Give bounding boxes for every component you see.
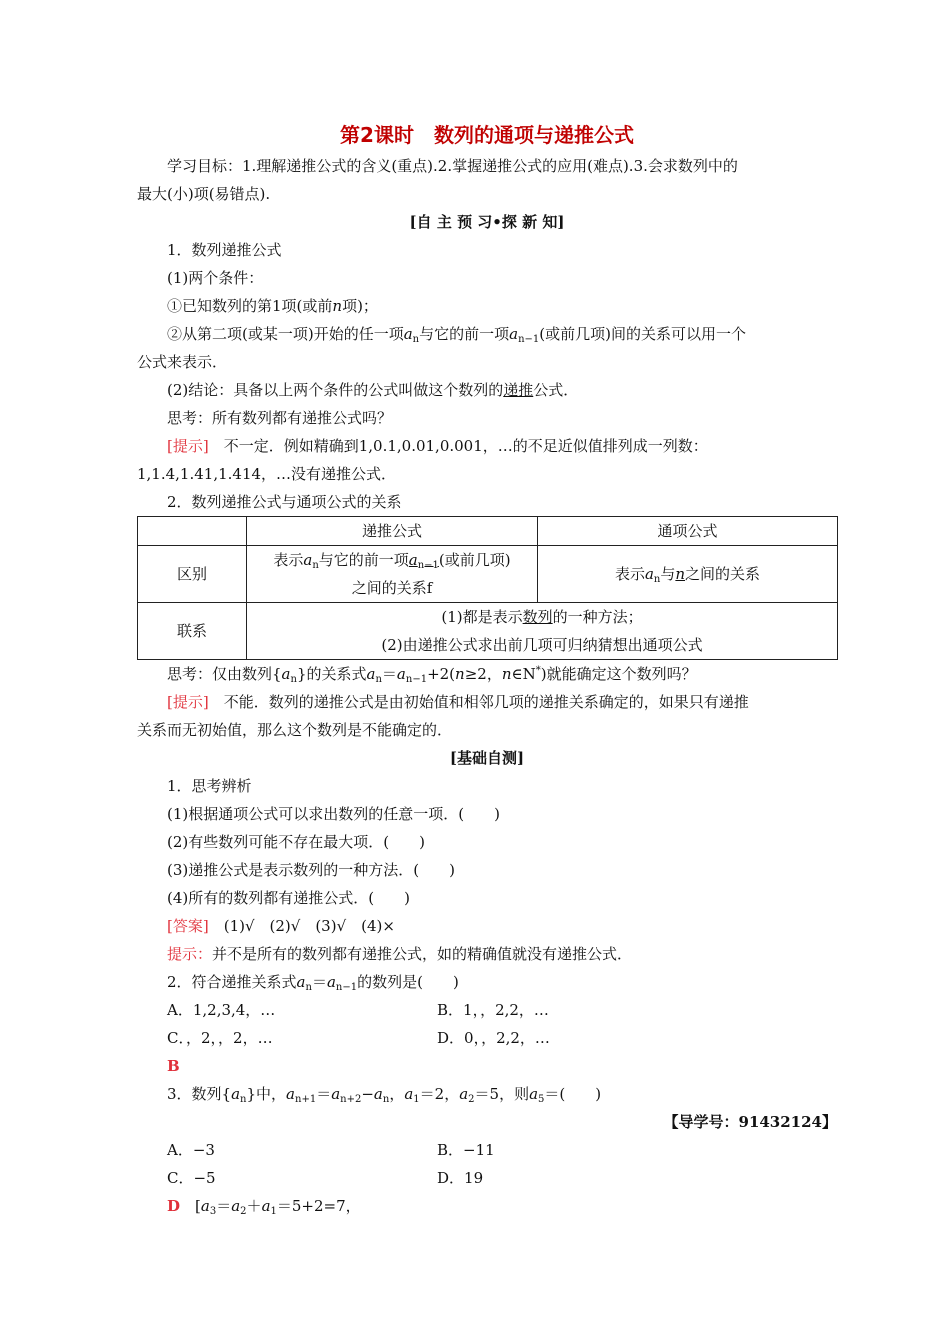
hint-1-line2: 1,1.4,1.41,1.414，…没有递推公式． bbox=[137, 465, 397, 483]
section-heading-selftest: [基础自测] bbox=[449, 749, 525, 767]
option-d: D．0，，2,2，… bbox=[437, 1029, 550, 1047]
hint-tag: [提示] bbox=[167, 437, 209, 455]
table-row bbox=[138, 546, 838, 603]
option-c: C．−5 bbox=[167, 1169, 216, 1187]
test-1-item: (2)有些数列可能不存在最大项．( ) bbox=[167, 833, 425, 851]
hint-1-line1: [提示] 不一定．例如精确到1,0.1,0.01,0.001，…的不足近似值排列成一列数： bbox=[167, 437, 708, 455]
page-title: 第2课时 数列的通项与递推公式 bbox=[340, 123, 634, 147]
table-cell: (1)都是表示数列的一种方法； (2)由递推公式求出前几项可归纳猜想出通项公式 bbox=[247, 603, 838, 660]
hint-tag: [提示] bbox=[167, 693, 209, 711]
document-page bbox=[137, 118, 837, 1220]
item-1-heading: 1．数列递推公式 bbox=[167, 241, 282, 259]
hint-2-line1: [提示] 不能．数列的递推公式是由初始值和相邻几项的递推关系确定的，如果只有递推 bbox=[167, 693, 749, 711]
test-1-heading: 1．思考辨析 bbox=[167, 777, 252, 795]
item-2-heading: 2．数列递推公式与通项公式的关系 bbox=[167, 493, 402, 511]
test-3-question: 3．数列$\{a_n\}$中，$a_{n+1}=a_{n+2}-a_n$，$a_1=2$，$a_2=5$，则$a_5=$( ) bbox=[167, 1085, 602, 1105]
table-cell bbox=[138, 517, 247, 546]
condition-2: ②从第二项(或某一项)开始的任一项$a_n$与它的前一项$a_{n-1}$(或前几项)间的关系可以用一个 bbox=[167, 325, 746, 345]
answer-tag: [答案] bbox=[167, 917, 209, 935]
table-row-label: 联系 bbox=[138, 603, 247, 660]
comparison-table bbox=[137, 516, 838, 660]
test-3-options-row2 bbox=[137, 1164, 837, 1192]
table-cell: 表示$a_n$与n之间的关系 bbox=[538, 546, 838, 603]
option-c: C．，2，，2，… bbox=[167, 1029, 273, 1047]
test-2-answer: B bbox=[167, 1057, 180, 1075]
test-3-answer: D [$a_3=a_2+a_1=5+2=7$， bbox=[167, 1197, 361, 1217]
hint-2-line2: 关系而无初始值，那么这个数列是不能确定的． bbox=[137, 721, 453, 739]
table-header-recursive: 递推公式 bbox=[247, 517, 538, 546]
hint-3: 提示：并不是所有的数列都有递推公式，如的精确值就没有递推公式． bbox=[167, 945, 633, 963]
test-2-options-row1 bbox=[137, 996, 837, 1024]
hint-tag: 提示： bbox=[167, 945, 213, 963]
conclusion: (2)结论：具备以上两个条件的公式叫做这个数列的递推公式． bbox=[167, 381, 579, 399]
answer-1: [答案] (1)√ (2)√ (3)√ (4)× bbox=[167, 917, 395, 935]
option-b: B．1，，2,2，… bbox=[437, 1001, 549, 1019]
question-1: 思考：所有数列都有递推公式吗？ bbox=[167, 409, 393, 427]
test-1-item: (1)根据通项公式可以求出数列的任意一项．( ) bbox=[167, 805, 500, 823]
option-d: D．19 bbox=[437, 1169, 484, 1187]
option-b: B．−11 bbox=[437, 1141, 495, 1159]
test-2-options-row2 bbox=[137, 1024, 837, 1052]
condition-1: ①已知数列的第1项(或前n项)； bbox=[167, 297, 378, 315]
condition-2-cont: 公式来表示． bbox=[137, 353, 228, 371]
table-header-general: 通项公式 bbox=[538, 517, 838, 546]
test-1-item: (4)所有的数列都有递推公式．( ) bbox=[167, 889, 410, 907]
learning-objectives-line1: 学习目标：1.理解递推公式的含义(重点).2.掌握递推公式的应用(难点).3.会求数列中的 bbox=[167, 157, 738, 175]
test-2-question: 2．符合递推关系式$a_n=a_{n-1}$的数列是( ) bbox=[167, 973, 459, 993]
test-1-item: (3)递推公式是表示数列的一种方法．( ) bbox=[167, 861, 455, 879]
option-a: A．1,2,3,4，… bbox=[167, 1001, 276, 1019]
learning-objectives-line2: 最大(小)项(易错点). bbox=[137, 185, 271, 203]
test-3-options-row1 bbox=[137, 1136, 837, 1164]
table-cell: 表示$a_n$与它的前一项$a_{n-1}$(或前几项) 之间的关系f bbox=[247, 546, 538, 603]
conditions-heading: (1)两个条件： bbox=[167, 269, 264, 287]
guide-number: 【导学号：91432124】 bbox=[663, 1113, 837, 1131]
table-row bbox=[138, 603, 838, 660]
table-row bbox=[138, 517, 838, 546]
answer-tag: D bbox=[167, 1197, 181, 1215]
option-a: A．−3 bbox=[167, 1141, 215, 1159]
question-2: 思考：仅由数列$\{a_n\}$的关系式$a_n=a_{n-1}+2(n\ge 2$，n∈N*)就能确定这个数列吗？ bbox=[167, 665, 697, 685]
section-heading-preview: [自 主 预 习•探 新 知] bbox=[409, 213, 565, 231]
table-row-label: 区别 bbox=[138, 546, 247, 603]
